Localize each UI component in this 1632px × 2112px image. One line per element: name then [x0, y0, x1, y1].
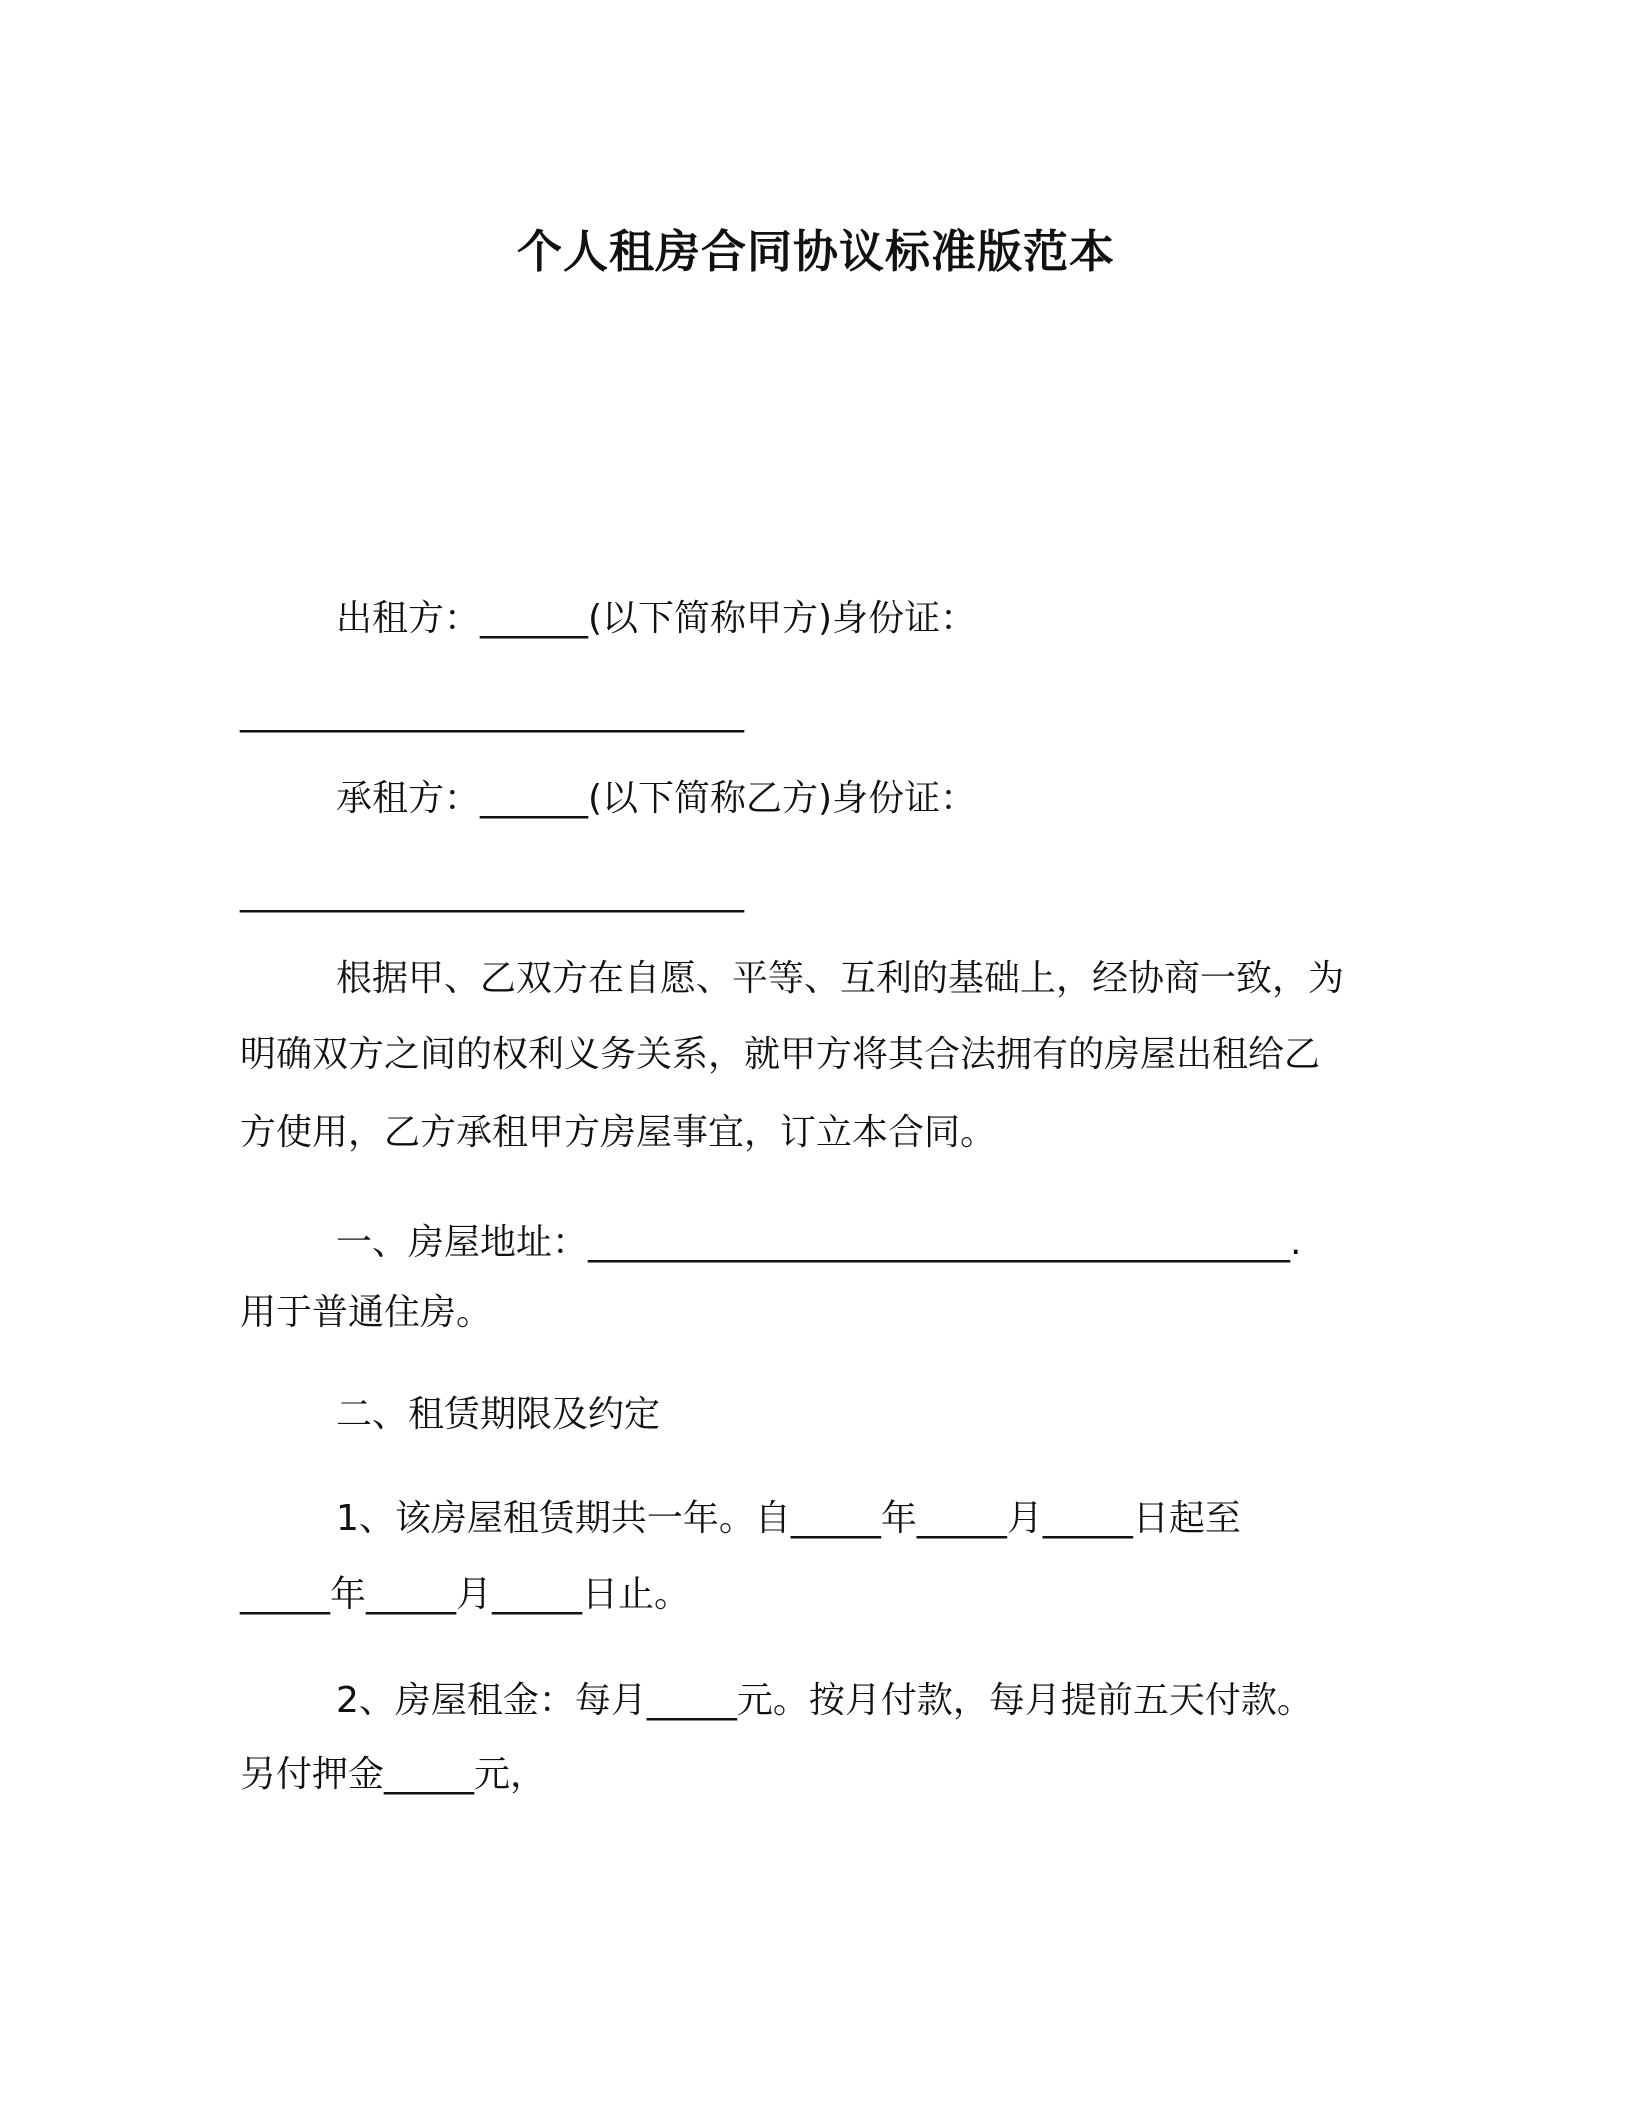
clause-1-line-1: 1、该房屋租赁期共一年。自_____年_____月_____日起至 [336, 1498, 1241, 1539]
clause-2-line-1: 2、房屋租金：每月_____元。按月付款，每月提前五天付款。 [336, 1680, 1313, 1721]
clause-2-line-2: 另付押金_____元， [240, 1754, 547, 1795]
lessor-line: 出租方：______(以下简称甲方)身份证： [336, 598, 977, 639]
lessee-line: 承租方：______(以下简称乙方)身份证： [336, 778, 977, 819]
lessor-id-blank: ____________________________ [240, 692, 744, 733]
preamble-line-2: 明确双方之间的权利义务关系，就甲方将其合法拥有的房屋出租给乙 [240, 1034, 1321, 1075]
lessee-id-blank: ____________________________ [240, 872, 744, 913]
section-2-heading: 二、租赁期限及约定 [336, 1394, 661, 1435]
preamble-line-1: 根据甲、乙双方在自愿、平等、互利的基础上，经协商一致，为 [336, 958, 1345, 999]
section-1-usage: 用于普通住房。 [240, 1292, 493, 1333]
clause-1-line-2: _____年_____月_____日止。 [240, 1574, 691, 1615]
document-title: 个人租房合同协议标准版范本 [516, 225, 1115, 278]
section-1-address: 一、房屋地址：_______________________________________. [336, 1222, 1302, 1263]
preamble-line-3: 方使用，乙方承租甲方房屋事宜，订立本合同。 [240, 1112, 997, 1153]
